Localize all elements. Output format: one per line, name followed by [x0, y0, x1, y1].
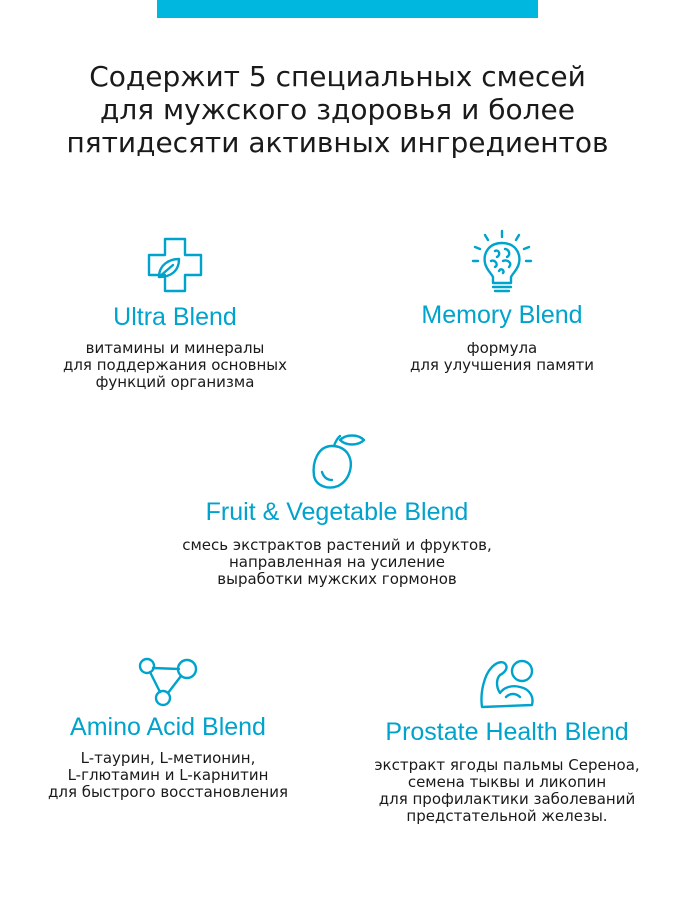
headline-line: Содержит 5 специальных смесей — [89, 60, 586, 93]
blend-description — [45, 340, 305, 391]
description-line: направленная на усиление — [228, 553, 445, 571]
flexed-arm-icon — [476, 653, 538, 711]
description-line: для улучшения памяти — [409, 356, 595, 374]
blend-description — [352, 757, 662, 825]
blend-title: Ultra Blend — [113, 303, 237, 331]
mango-icon — [306, 432, 368, 494]
page-headline — [0, 60, 675, 159]
description-line: L-глютамин и L-карнитин — [67, 766, 269, 784]
description-line: смесь экстрактов растений и фруктов, — [182, 536, 492, 554]
brain-lightbulb-icon — [469, 227, 535, 297]
blend-fruit-vegetable — [137, 432, 537, 588]
description-line: для быстрого восстановления — [47, 783, 288, 801]
blend-title: Prostate Health Blend — [385, 718, 629, 746]
blend-title: Amino Acid Blend — [70, 713, 266, 741]
blend-description — [38, 750, 298, 801]
description-line: выработки мужских гормонов — [217, 570, 457, 588]
blend-title: Fruit & Vegetable Blend — [205, 498, 469, 526]
medical-cross-leaf-icon — [145, 237, 205, 293]
description-line: формула — [466, 339, 538, 357]
description-line: витамины и минералы — [85, 339, 265, 357]
description-line: предстательной железы. — [406, 807, 608, 825]
description-line: L-таурин, L-метионин, — [80, 749, 256, 767]
blend-description — [137, 537, 537, 588]
blend-memory — [372, 227, 632, 374]
molecule-icon — [137, 656, 199, 708]
description-line: семена тыквы и ликопин — [407, 773, 607, 791]
description-line: функций организма — [95, 373, 255, 391]
headline-line: для мужского здоровья и более — [100, 93, 575, 126]
top-accent-bar — [157, 0, 538, 18]
blend-ultra — [45, 237, 305, 391]
description-line: для поддержания основных — [62, 356, 288, 374]
blend-amino-acid — [38, 656, 298, 801]
blend-title: Memory Blend — [421, 301, 583, 329]
description-line: для профилактики заболеваний — [378, 790, 636, 808]
description-line: экстракт ягоды пальмы Сереноа, — [374, 756, 640, 774]
headline-line: пятидесяти активных ингредиентов — [66, 126, 609, 159]
blend-prostate-health — [352, 653, 662, 825]
blend-description — [372, 340, 632, 374]
